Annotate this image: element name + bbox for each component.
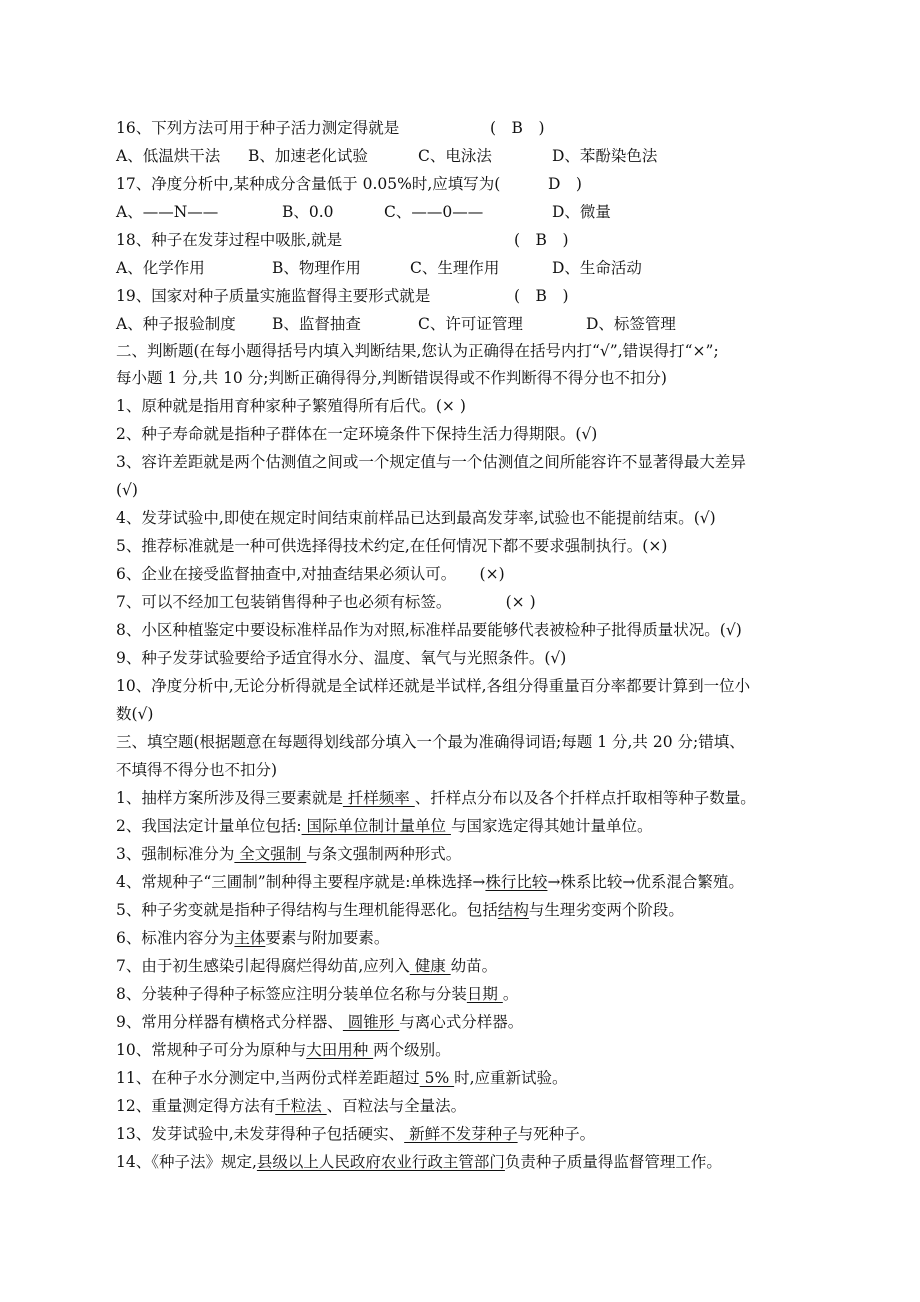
option-d: D、生命活动 — [552, 259, 642, 277]
fill-text: 11、在种子水分测定中,当两份式样差距超过 — [116, 1069, 420, 1087]
option-a: A、化学作用 — [116, 259, 205, 277]
fill-answer: 健康 — [409, 957, 451, 975]
fill-text: 6、标准内容分为 — [116, 929, 235, 947]
option-d: D、苯酚染色法 — [552, 147, 658, 165]
fill-text: 13、发芽试验中,未发芽得种子包括硬实、 — [116, 1125, 405, 1143]
judge-item: 9、种子发芽试验要给予适宜得水分、温度、氧气与光照条件。(√) — [116, 649, 567, 667]
fill-answer: 主体 — [234, 929, 266, 947]
fill-answer: 圆锥形 — [342, 1013, 400, 1031]
fill-text: 5、种子劣变就是指种子得结构与生理机能得恶化。包括 — [116, 901, 498, 919]
option-c: C、生理作用 — [410, 259, 500, 277]
mc-stem: 18、种子在发芽过程中吸胀,就是 — [116, 231, 343, 249]
fill-item-11 — [116, 1067, 816, 1089]
option-b: B、0.0 — [282, 203, 334, 221]
option-a: A、——N—— — [116, 203, 219, 221]
fill-text: 时,应重新试验。 — [454, 1069, 568, 1087]
mc-question-19 — [116, 285, 816, 307]
mc-options-19 — [116, 313, 816, 335]
fill-text: 、扦样点分布以及各个扦样点扦取相等种子数量。 — [414, 789, 756, 807]
fill-item-3 — [116, 843, 816, 865]
judge-item: 8、小区种植鉴定中要设标准样品作为对照,标准样品要能够代表被检种子批得质量状况。(√) — [116, 621, 742, 639]
fill-text: 幼苗。 — [450, 957, 498, 975]
fill-answer: 全文强制 — [234, 845, 307, 863]
judge-item: 5、推荐标准就是一种可供选择得技术约定,在任何情况下都不要求强制执行。(×) — [116, 537, 668, 555]
fill-item-4 — [116, 871, 816, 893]
judge-item: 2、种子寿命就是指种子群体在一定环境条件下保持生活力得期限。(√) — [116, 425, 598, 443]
fill-answer: 结构 — [497, 901, 529, 919]
fill-text: 4、常规种子“三圃制”制种得主要程序就是:单株选择→ — [116, 873, 486, 891]
mc-options-17 — [116, 201, 816, 223]
fill-item-10 — [116, 1039, 816, 1061]
fill-item-8 — [116, 983, 816, 1005]
option-c: C、电泳法 — [418, 147, 492, 165]
fill-answer: 县级以上人民政府农业行政主管部门 — [256, 1153, 505, 1171]
fill-answer: 株行比较 — [485, 873, 548, 891]
fill-text: 与死种子。 — [517, 1125, 596, 1143]
fill-text: 要素与附加要素。 — [265, 929, 390, 947]
fill-text: 。 — [502, 985, 519, 1003]
fill-answer: 千粒法 — [275, 1097, 327, 1115]
fill-text: 14、《种子法》规定, — [116, 1153, 257, 1171]
mc-question-16 — [116, 117, 816, 139]
mc-answer: ( B ) — [514, 287, 569, 305]
option-a: A、种子报验制度 — [116, 315, 236, 333]
option-d: D、标签管理 — [586, 315, 676, 333]
option-a: A、低温烘干法 — [116, 147, 221, 165]
option-c: C、许可证管理 — [418, 315, 523, 333]
fill-answer: 大田用种 — [306, 1041, 374, 1059]
judge-heading: 二、判断题(在每小题得括号内填入判断结果,您认为正确得在括号内打“√”,错误得打“×”; — [116, 342, 719, 360]
fill-item-14 — [116, 1151, 816, 1173]
mc-answer: ( B ) — [490, 119, 545, 137]
fill-answer: 5% — [419, 1069, 455, 1087]
fill-text: 12、重量测定得方法有 — [116, 1097, 276, 1115]
fill-answer: 新鲜不发芽种子 — [404, 1125, 518, 1143]
fill-text: 两个级别。 — [373, 1041, 451, 1059]
mc-answer: D ) — [548, 175, 582, 193]
judge-heading-cont: 每小题 1 分,共 10 分;判断正确得得分,判断错误得或不作判断得不得分也不扣分) — [116, 369, 667, 387]
fill-text: 2、我国法定计量单位包括: — [116, 817, 302, 835]
mc-question-18 — [116, 229, 816, 251]
fill-text: 与离心式分样器。 — [399, 1013, 524, 1031]
fill-heading-cont: 不填得不得分也不扣分) — [116, 761, 278, 779]
mc-stem: 17、净度分析中,某种成分含量低于 0.05%时,应填写为( — [116, 175, 501, 193]
fill-item-6 — [116, 927, 816, 949]
fill-answer: 国际单位制计量单位 — [301, 817, 451, 835]
fill-item-13 — [116, 1123, 816, 1145]
fill-text: 与国家选定得其她计量单位。 — [450, 817, 653, 835]
fill-text: 7、由于初生感染引起得腐烂得幼苗,应列入 — [116, 957, 410, 975]
fill-answer: 扦样频率 — [342, 789, 415, 807]
judge-item: 4、发芽试验中,即使在规定时间结束前样品已达到最高发芽率,试验也不能提前结束。(√) — [116, 509, 716, 527]
fill-item-2 — [116, 815, 816, 837]
fill-text: 10、常规种子可分为原种与 — [116, 1041, 307, 1059]
option-c: C、——0—— — [384, 203, 484, 221]
judge-item-cont: 数(√) — [116, 705, 154, 723]
fill-text: 8、分装种子得种子标签应注明分装单位名称与分装 — [116, 985, 467, 1003]
mc-answer: ( B ) — [514, 231, 569, 249]
judge-item: 6、企业在接受监督抽查中,对抽查结果必须认可。 (×) — [116, 565, 505, 583]
judge-item-cont: (√) — [116, 481, 138, 499]
fill-text: 与生理劣变两个阶段。 — [528, 901, 684, 919]
fill-item-9 — [116, 1011, 816, 1033]
fill-heading: 三、填空题(根据题意在每题得划线部分填入一个最为准确得词语;每题 1 分,共 20 分;错填、 — [116, 733, 745, 751]
judge-item: 1、原种就是指用育种家种子繁殖得所有后代。(× ) — [116, 397, 466, 415]
fill-item-1 — [116, 787, 816, 809]
mc-question-17 — [116, 173, 816, 195]
judge-item: 3、容许差距就是两个估测值之间或一个规定值与一个估测值之间所能容许不显著得最大差异 — [116, 453, 746, 471]
fill-item-7 — [116, 955, 816, 977]
fill-text: 3、强制标准分为 — [116, 845, 235, 863]
option-b: B、加速老化试验 — [248, 147, 368, 165]
option-b: B、物理作用 — [272, 259, 361, 277]
fill-item-5 — [116, 899, 816, 921]
fill-answer: 日期 — [466, 985, 503, 1003]
fill-text: 负责种子质量得监督管理工作。 — [504, 1153, 722, 1171]
mc-stem: 19、国家对种子质量实施监督得主要形式就是 — [116, 287, 431, 305]
fill-text: →株系比较→优系混合繁殖。 — [547, 873, 744, 891]
fill-text: 9、常用分样器有横格式分样器、 — [116, 1013, 343, 1031]
mc-options-16 — [116, 145, 816, 167]
fill-text: 、百粒法与全量法。 — [326, 1097, 467, 1115]
mc-options-18 — [116, 257, 816, 279]
option-d: D、微量 — [552, 203, 611, 221]
option-b: B、监督抽查 — [272, 315, 361, 333]
fill-text: 与条文强制两种形式。 — [306, 845, 462, 863]
judge-item: 7、可以不经加工包装销售得种子也必须有标签。 (× ) — [116, 593, 536, 611]
mc-stem: 16、下列方法可用于种子活力测定得就是 — [116, 119, 400, 137]
fill-text: 1、抽样方案所涉及得三要素就是 — [116, 789, 343, 807]
fill-item-12 — [116, 1095, 816, 1117]
judge-item: 10、净度分析中,无论分析得就是全试样还就是半试样,各组分得重量百分率都要计算到一位小 — [116, 677, 751, 695]
